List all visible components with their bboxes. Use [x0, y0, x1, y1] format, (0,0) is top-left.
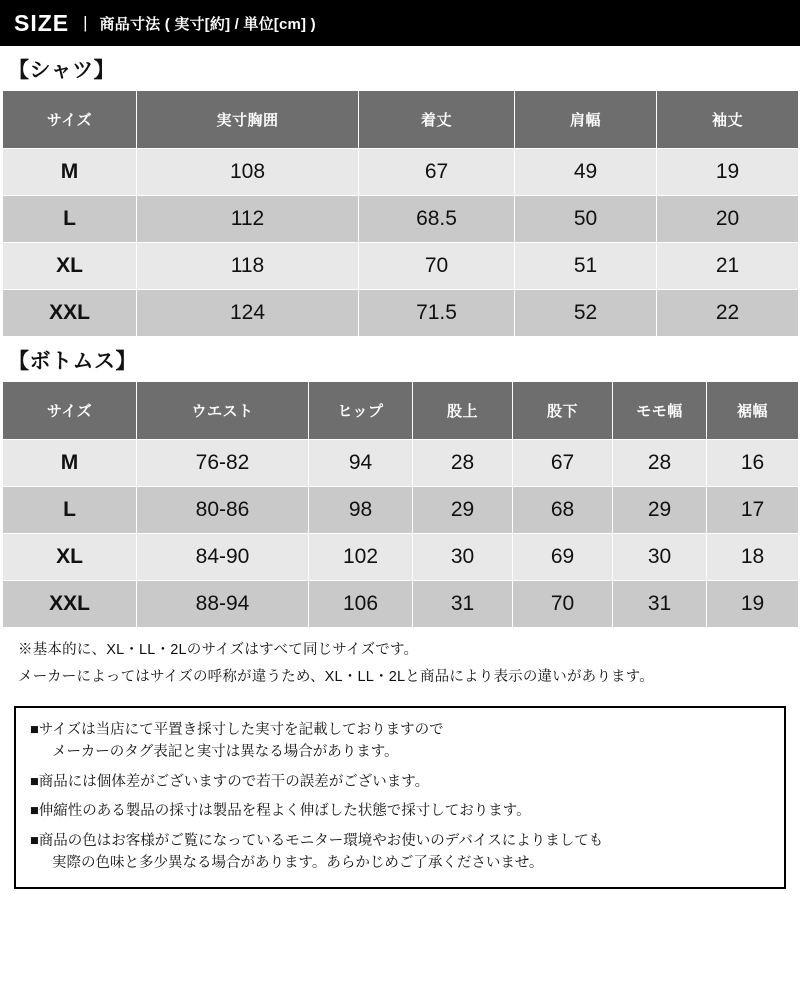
value-cell: 22	[657, 290, 799, 337]
column-header: 股下	[513, 382, 613, 440]
value-cell: 51	[515, 243, 657, 290]
column-header: ウエスト	[137, 382, 309, 440]
table-row	[3, 534, 799, 581]
disclaimer-item-1-line-2: メーカーのタグ表記と実寸は異なる場合があります。	[52, 743, 399, 760]
table-row	[3, 487, 799, 534]
value-cell: 29	[413, 487, 513, 534]
column-header: サイズ	[3, 91, 137, 149]
header-bar	[0, 0, 800, 46]
value-cell: 71.5	[359, 290, 515, 337]
size-cell: XXL	[3, 290, 137, 337]
value-cell: 70	[359, 243, 515, 290]
disclaimer-item-1-line-1: ■サイズは当店にて平置き採寸した実寸を記載しておりますので	[30, 722, 444, 739]
disclaimer-item-2: ■商品には個体差がございますので若干の誤差がございます。	[30, 773, 430, 790]
size-cell: XXL	[3, 581, 137, 628]
column-header: ヒップ	[309, 382, 413, 440]
disclaimer-item-1	[30, 720, 772, 764]
value-cell: 124	[137, 290, 359, 337]
column-header: 股上	[413, 382, 513, 440]
table-header-row	[3, 382, 799, 440]
value-cell: 21	[657, 243, 799, 290]
note-line: メーカーによってはサイズの呼称が違うため、XL・LL・2Lと商品により表示の違いがあります。	[18, 669, 654, 686]
column-header: サイズ	[3, 382, 137, 440]
shirt-section-title: 【シャツ】	[8, 59, 116, 82]
value-cell: 30	[413, 534, 513, 581]
column-header: 実寸胸囲	[137, 91, 359, 149]
value-cell: 31	[613, 581, 707, 628]
value-cell: 19	[657, 149, 799, 196]
value-cell: 98	[309, 487, 413, 534]
column-header: 袖丈	[657, 91, 799, 149]
column-header: 裾幅	[707, 382, 799, 440]
value-cell: 68	[513, 487, 613, 534]
value-cell: 70	[513, 581, 613, 628]
value-cell: 106	[309, 581, 413, 628]
value-cell: 112	[137, 196, 359, 243]
column-header: 肩幅	[515, 91, 657, 149]
table-row	[3, 440, 799, 487]
note-line: ※基本的に、XL・LL・2Lのサイズはすべて同じサイズです。	[18, 642, 419, 658]
value-cell: 76-82	[137, 440, 309, 487]
value-cell: 88-94	[137, 581, 309, 628]
disclaimer-item-4-line-1: ■商品の色はお客様がご覧になっているモニター環境やお使いのデバイスによりましても	[30, 833, 604, 850]
header-size-label: SIZE	[14, 9, 70, 36]
value-cell: 49	[515, 149, 657, 196]
value-cell: 17	[707, 487, 799, 534]
value-cell: 108	[137, 149, 359, 196]
table-row	[3, 243, 799, 290]
value-cell: 28	[613, 440, 707, 487]
disclaimer-box	[14, 706, 786, 889]
value-cell: 50	[515, 196, 657, 243]
table-row	[3, 581, 799, 628]
notes-block	[0, 628, 800, 698]
value-cell: 18	[707, 534, 799, 581]
table-row	[3, 196, 799, 243]
size-cell: XL	[3, 534, 137, 581]
value-cell: 118	[137, 243, 359, 290]
disclaimer-item-4-line-2: 実際の色味と多少異なる場合があります。あらかじめご了承くださいませ。	[52, 854, 544, 871]
header-separator: |	[83, 13, 88, 32]
bottoms-size-table	[2, 381, 799, 628]
value-cell: 30	[613, 534, 707, 581]
column-header: 着丈	[359, 91, 515, 149]
table-header-row	[3, 91, 799, 149]
value-cell: 68.5	[359, 196, 515, 243]
value-cell: 29	[613, 487, 707, 534]
table-row	[3, 290, 799, 337]
shirt-size-table	[2, 90, 799, 337]
size-cell: XL	[3, 243, 137, 290]
size-cell: M	[3, 440, 137, 487]
value-cell: 52	[515, 290, 657, 337]
value-cell: 67	[359, 149, 515, 196]
table-row	[3, 149, 799, 196]
value-cell: 20	[657, 196, 799, 243]
value-cell: 28	[413, 440, 513, 487]
value-cell: 80-86	[137, 487, 309, 534]
disclaimer-item-4	[30, 831, 772, 875]
bottoms-section-title: 【ボトムス】	[8, 350, 137, 373]
value-cell: 67	[513, 440, 613, 487]
value-cell: 102	[309, 534, 413, 581]
disclaimer-item-3: ■伸縮性のある製品の採寸は製品を程よく伸ばした状態で採寸しております。	[30, 803, 531, 820]
value-cell: 31	[413, 581, 513, 628]
size-cell: L	[3, 487, 137, 534]
size-cell: L	[3, 196, 137, 243]
value-cell: 84-90	[137, 534, 309, 581]
value-cell: 94	[309, 440, 413, 487]
value-cell: 16	[707, 440, 799, 487]
value-cell: 19	[707, 581, 799, 628]
column-header: モモ幅	[613, 382, 707, 440]
size-cell: M	[3, 149, 137, 196]
value-cell: 69	[513, 534, 613, 581]
header-subtitle: 商品寸法 ( 実寸[約] / 単位[cm] )	[99, 15, 316, 33]
